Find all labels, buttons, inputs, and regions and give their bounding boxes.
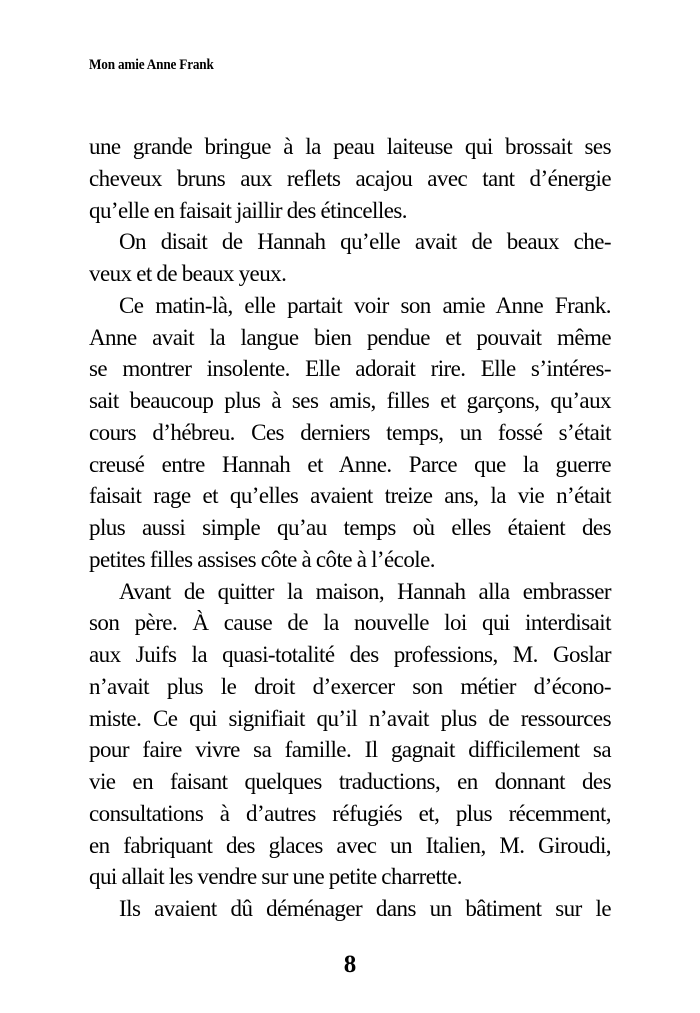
text-line: cheveux bruns aux reflets acajou avec tant d’énergie (89, 165, 611, 191)
text-line: aux Juifs la quasi-totalité des professions, M. Goslar (89, 642, 611, 667)
text-line: petites filles assises côte à côte à l’école. (89, 546, 435, 572)
text-line: Ce matin-là, elle partait voir son amie Anne Frank. (119, 292, 611, 318)
text-line: Anne avait la langue bien pendue et pouvait même (89, 324, 611, 350)
text-line: faisait rage et qu’elles avaient treize ans, la vie n’était (89, 483, 611, 509)
text-line: n’avait plus le droit d’exercer son métier d’écono- (89, 673, 611, 699)
text-line: creusé entre Hannah et Anne. Parce que la guerre (89, 451, 611, 477)
body-text (89, 131, 611, 925)
text-line: pour faire vivre sa famille. Il gagnait difficilement sa (89, 737, 611, 763)
text-line: se montrer insolente. Elle adorait rire. Elle s’intéres- (89, 356, 611, 382)
text-line: plus aussi simple qu’au temps où elles étaient des (89, 515, 611, 540)
text-line: consultations à d’autres réfugiés et, plus récemment, (89, 800, 611, 826)
page-number: 8 (343, 951, 357, 978)
text-line: cours d’hébreu. Ces derniers temps, un fossé s’était (89, 419, 611, 445)
running-header: Mon amie Anne Frank (89, 57, 214, 73)
text-line: Ils avaient dû déménager dans un bâtiment sur le (119, 896, 611, 921)
text-line: vie en faisant quelques traductions, en donnant des (89, 769, 611, 794)
text-line: miste. Ce qui signifiait qu’il n’avait plus de ressources (89, 705, 611, 731)
text-line: qui allait les vendre sur une petite charrette. (89, 864, 462, 890)
text-line: une grande bringue à la peau laiteuse qui brossait ses (89, 134, 611, 159)
text-line: sait beaucoup plus à ses amis, filles et garçons, qu’aux (89, 388, 611, 413)
text-line: son père. À cause de la nouvelle loi qui interdisait (89, 610, 611, 636)
text-line: On disait de Hannah qu’elle avait de beaux che- (119, 229, 611, 255)
text-line: qu’elle en faisait jaillir des étincelles. (89, 197, 407, 223)
text-line: veux et de beaux yeux. (89, 261, 287, 286)
text-line: Avant de quitter la maison, Hannah alla embrasser (119, 578, 611, 604)
text-line: en fabriquant des glaces avec un Italien, M. Giroudi, (89, 832, 611, 858)
